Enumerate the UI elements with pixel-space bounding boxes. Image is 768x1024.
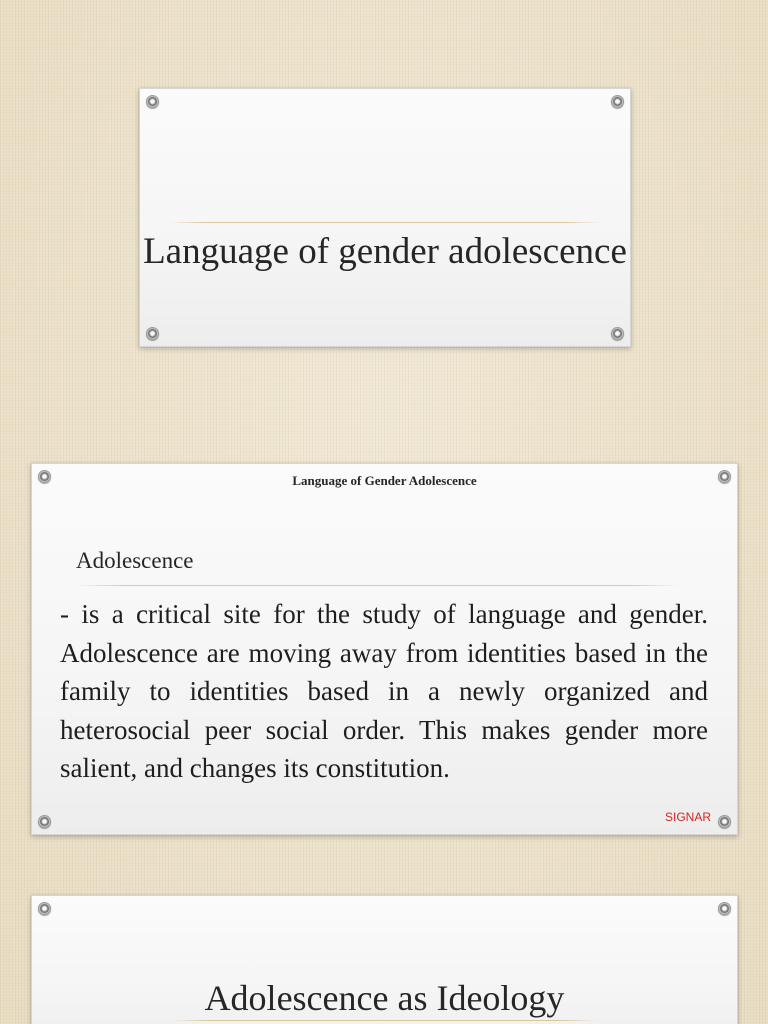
rivet-icon xyxy=(38,902,51,915)
slide-body-text: - is a critical site for the study of language and gender. Adolescence are moving away from identities based in the family to identities based in a newly organized and heterosocial peer social order. This makes gender more salient, and changes its constitution. xyxy=(60,599,708,783)
rivet-icon xyxy=(38,815,51,828)
slide-footer-label: SIGNAR xyxy=(664,810,711,824)
rivet-icon xyxy=(718,815,731,828)
slide-title: Adolescence as Ideology xyxy=(204,978,565,1018)
slide-title: Language of gender adolescence xyxy=(143,231,627,272)
heading-divider xyxy=(76,585,679,586)
rivet-icon xyxy=(146,95,159,108)
title-divider xyxy=(172,1020,597,1021)
slide-1 xyxy=(139,88,631,347)
rivet-icon xyxy=(718,902,731,915)
rivet-icon xyxy=(146,327,159,340)
slide-3 xyxy=(31,895,738,1024)
slide-2 xyxy=(31,463,738,835)
title-divider xyxy=(170,222,600,223)
slide-header: Language of Gender Adolescence xyxy=(292,473,477,488)
slide-heading: Adolescence xyxy=(76,548,194,573)
rivet-icon xyxy=(611,95,624,108)
rivet-icon xyxy=(611,327,624,340)
